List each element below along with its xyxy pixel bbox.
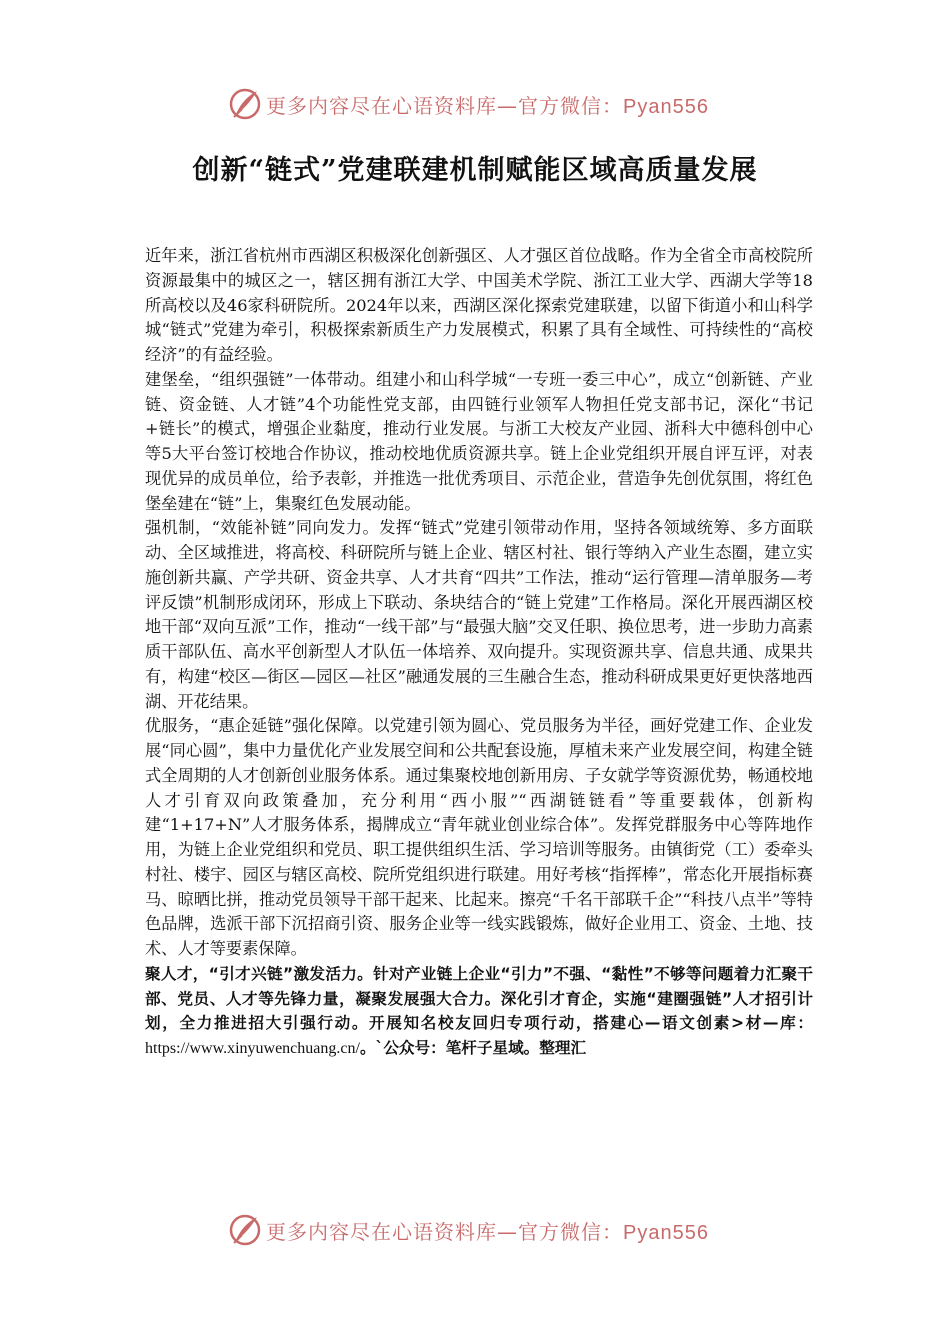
paragraph-service: 优服务，“惠企延链”强化保障。以党建引领为圆心、党员服务为半径，画好党建工作、企业发展“同心圆”，集中力量优化产业发展空间和公共配套设施，厚植未来产业发展空间，构建全链式全周期的人才创新创业服务体系。通过集聚校地创新用房、子女就学等资源优势，畅通校地人才引育双向政策叠加，充分利用“西小服”“西湖链链看”等重要载体，创新构建“1+17+N”人才服务体系，揭牌成立“青年就业创业综合体”。发挥党群服务中心等阵地作用，为链上企业党组织和党员、职工提供组织生活、学习培训等服务。由镇街党（工）委牵头村社、楼宇、园区与辖区高校、院所党组织进行联建。用好考核“指挥棒”，常态化开展指标赛马、晾晒比拼，推动党员领导干部干起来、比起来。擦亮“千名干部联千企”“科技八点半”等特色品牌，选派干部下沉招商引资、服务企业等一线实践锻炼，做好企业用工、资金、土地、技术、人才等要素保障。 [145,716,813,958]
paragraph-mechanism: 强机制，“效能补链”同向发力。发挥“链式”党建引领带动作用，坚持各领域统筹、多方面联动、全区域推进，将高校、科研院所与链上企业、辖区村社、银行等纳入产业生态圈，建立实施创新共赢、产学共研、资金共享、人才共育“四共”工作法，推动“运行管理—清单服务—考评反馈”机制形成闭环，形成上下联动、条块结合的“链上党建”工作格局。深化开展西湖区校地干部“双向互派”工作，推动“一线干部”与“最强大脑”交叉任职、换位思考，进一步助力高素质干部队伍、高水平创新型人才队伍一体培养、双向提升。实现资源共享、信息共通、成果共有，构建“校区—街区—园区—社区”融通发展的三生融合生态，推动科研成果更好更快落地西湖、开花结果。 [145,518,813,711]
banner-text: 更多内容尽在心语资料库—官方微信：Pyan556 [266,93,709,118]
document-body [145,244,813,1062]
paragraph-organization: 建堡垒，“组织强链”一体带动。组建小和山科学城“一专班一委三中心”，成立“创新链、产业链、资金链、人才链”4个功能性党支部，由四链行业领军人物担任党支部书记，深化“书记+链长”的模式，增强企业黏度，推动行业发展。与浙工大校友产业园、浙科大中德科创中心等5大平台签订校地合作协议，推动校地优质资源共享。链上企业党组织开展自评互评，对表现优异的成员单位，给予表彰，并推选一批优秀项目、示范企业，营造争先创优氛围，将红色堡垒建在“链”上，集聚红色发展动能。 [145,369,813,513]
banner-text: 更多内容尽在心语资料库—官方微信：Pyan556 [266,1219,709,1244]
quill-logo-icon [228,87,262,121]
paragraph-intro: 近年来，浙江省杭州市西湖区积极深化创新强区、人才强区首位战略。作为全省全市高校院所资源最集中的城区之一，辖区拥有浙江大学、中国美术学院、浙江工业大学、西湖大学等18所高校以及46家科研院所。2024年以来，西湖区深化探索党建联建，以留下街道小和山科学城“链式”党建为牵引，积极探索新质生产力发展模式，积累了具有全域性、可持续性的“高校经济”的有益经验。 [145,246,813,364]
quill-logo-icon [228,1213,262,1247]
source-url[interactable]: https://www.xinyuwenchuang.cn/ [145,1040,360,1057]
paragraph-talent: 聚人才，“引才兴链”激发活力。针对产业链上企业“引力”不强、“黏性”不够等问题着力汇聚干部、党员、人才等先锋力量，凝聚发展强大合力。深化引才育企，实施“建圈强链”人才招引计划，全力推进招大引强行动。开展知名校友回归专项行动，搭建心—语文创素>材—库：https://www.xinyuwenchuang.cn/。`公众号：笔杆子星域。整理汇 [145,964,813,1057]
wechat-account: Pyan556 [623,1221,709,1244]
footer-banner [228,1212,748,1248]
document-title: 创新“链式”党建联建机制赋能区域高质量发展 [192,155,758,186]
wechat-account: Pyan556 [623,95,709,118]
header-banner [228,86,748,122]
